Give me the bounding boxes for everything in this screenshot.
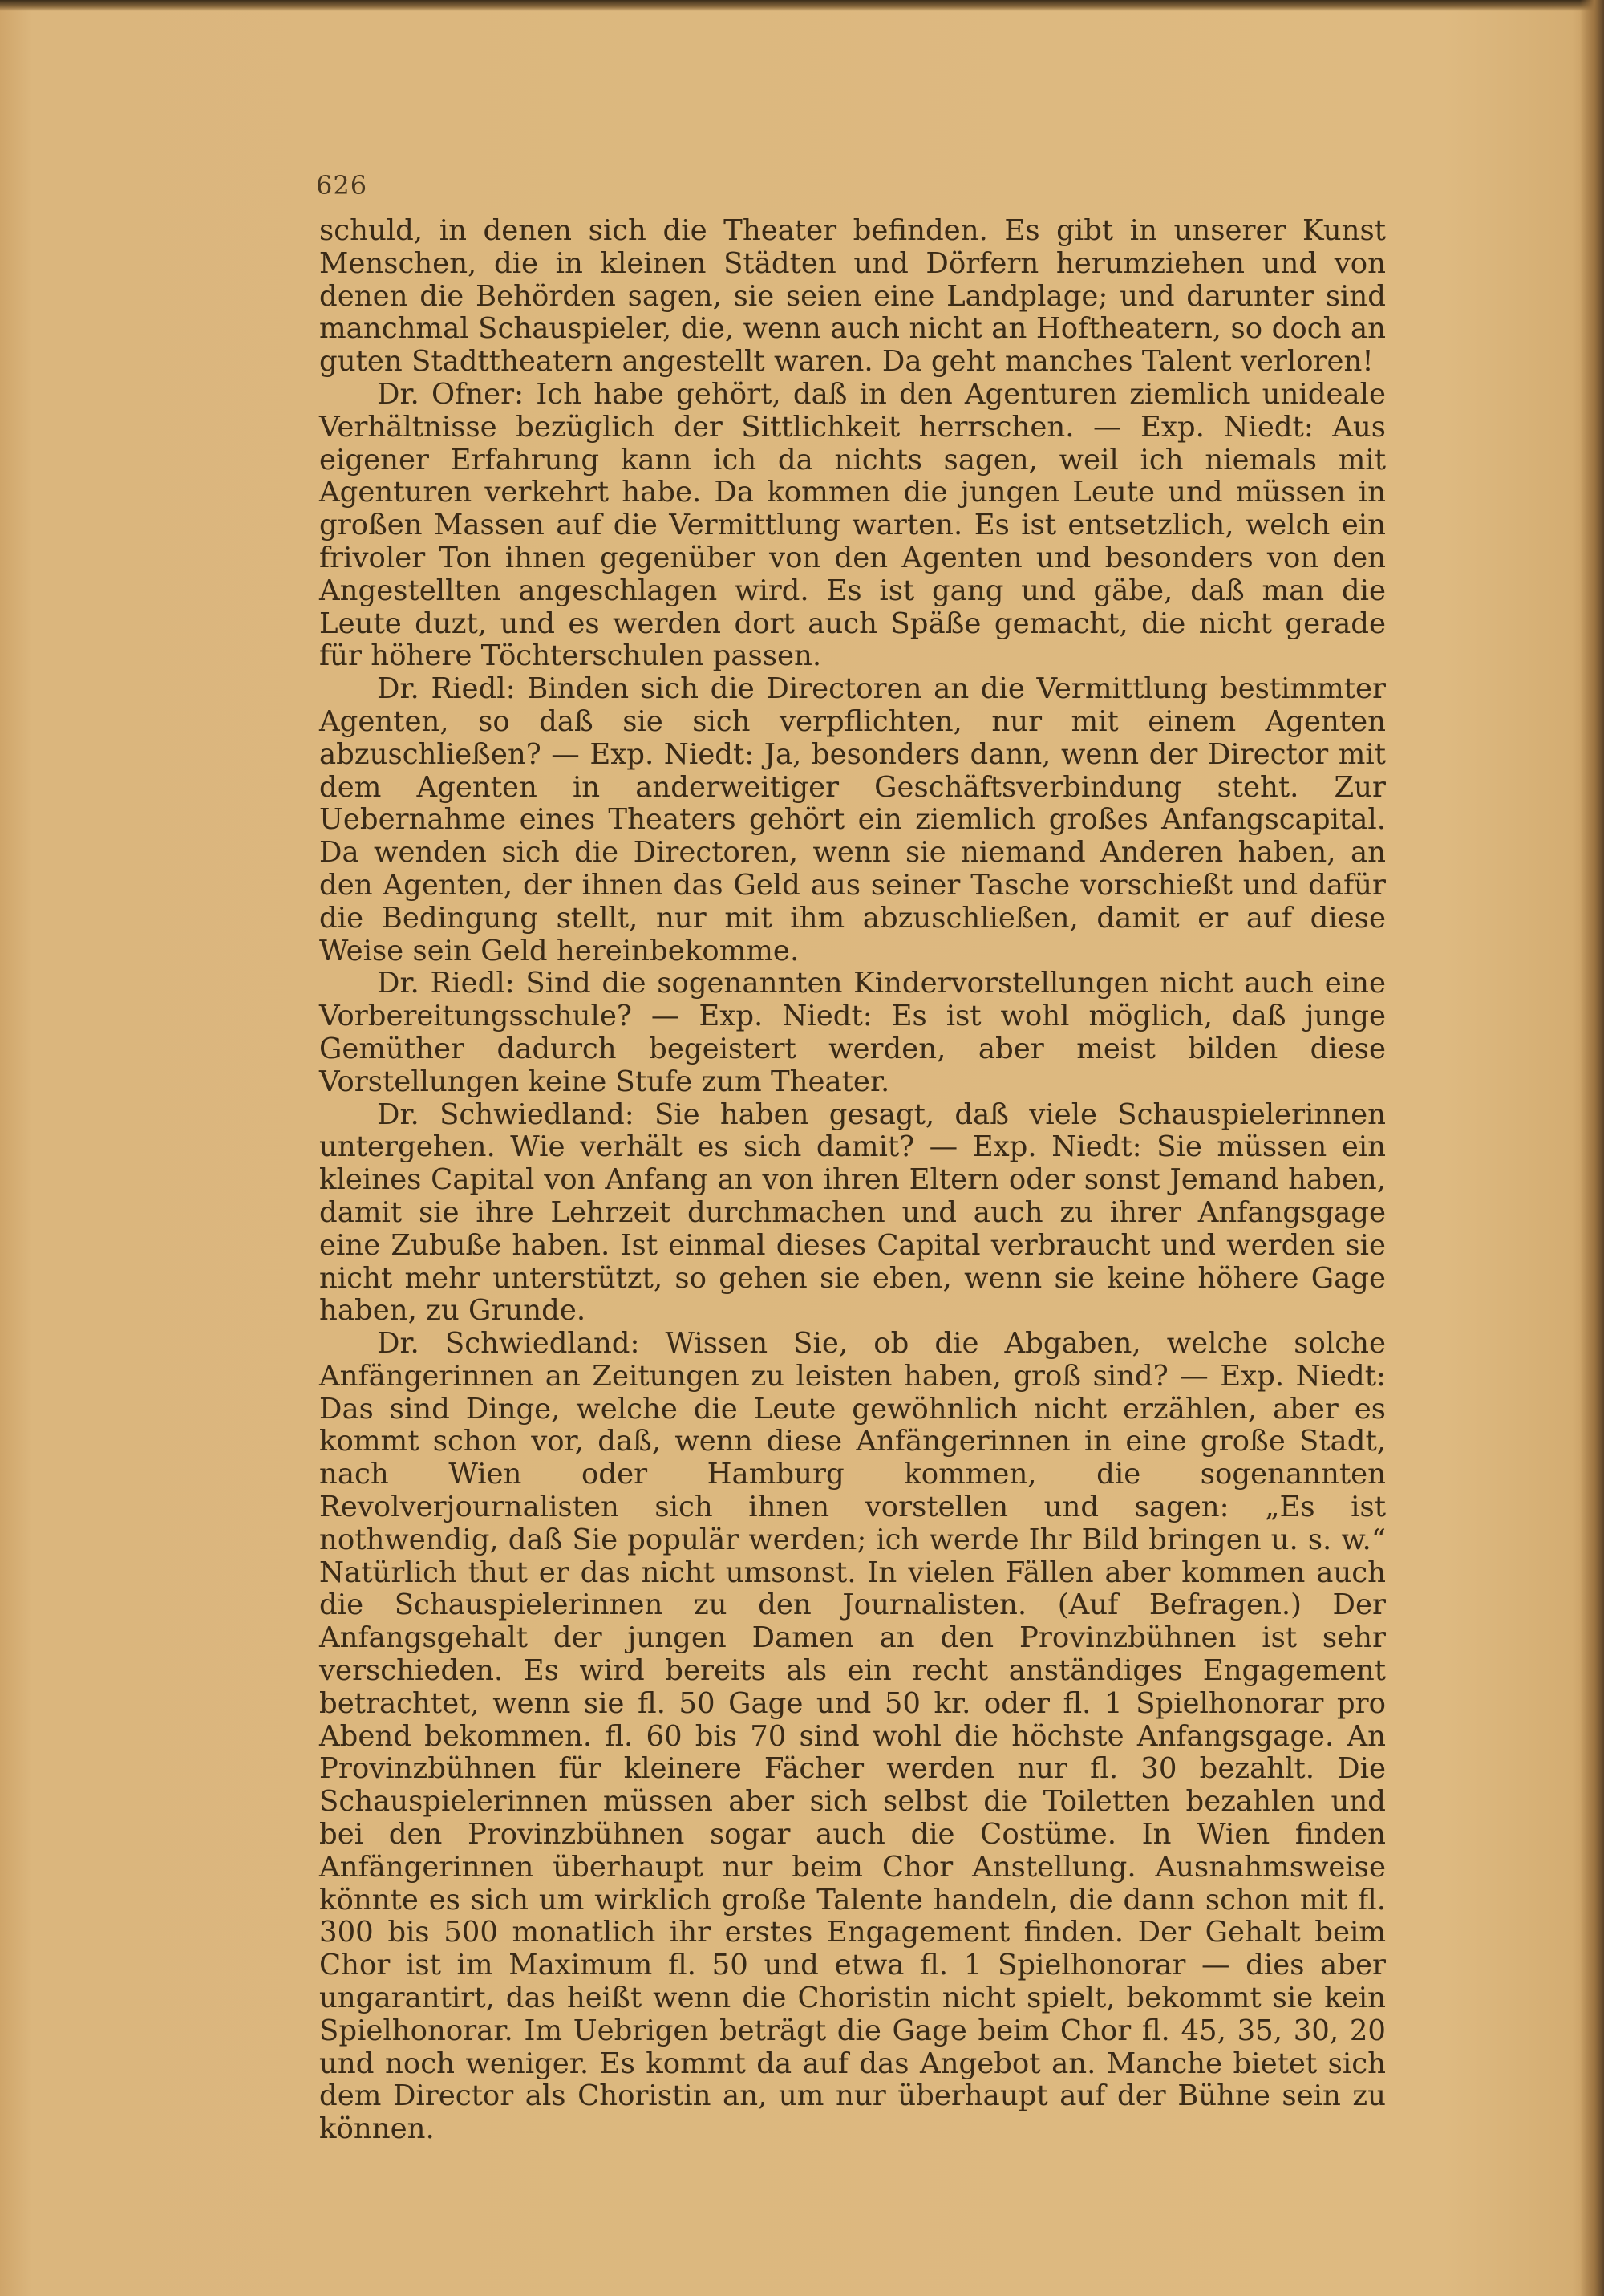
body-text [319, 215, 1386, 2146]
paragraph: Dr. Ofner: Ich habe gehört, daß in den Agenturen ziemlich unideale Verhältnisse bezüglich der Sittlichkeit herrschen. — Exp. Niedt: Aus eigener Erfahrung kann ich da nichts sagen, weil ich niemals mit Agenturen verkehrt habe. Da kommen die jungen Leute und müssen in großen Massen auf die Vermittlung warten. Es ist entsetzlich, welch ein frivoler Ton ihnen gegenüber von den Agenten und besonders von den Angestellten angeschlagen wird. Es ist gang und gäbe, daß man die Leute duzt, und es werden dort auch Späße gemacht, die nicht gerade für höhere Töchterschulen passen. [319, 377, 1386, 673]
page-top-edge [0, 0, 1604, 11]
paragraph: Dr. Riedl: Sind die sogenannten Kindervorstellungen nicht auch eine Vorbereitungsschule? — Exp. Niedt: Es ist wohl möglich, daß junge Gemüther dadurch begeistert werden, aber meist bilden diese Vorstellungen keine Stufe zum Theater. [319, 967, 1386, 1098]
paragraph: Dr. Schwiedland: Wissen Sie, ob die Abgaben, welche solche Anfängerinnen an Zeitungen zu leisten haben, groß sind? — Exp. Niedt: Das sind Dinge, welche die Leute gewöhnlich nicht erzählen, aber es kommt schon vor, daß, wenn diese Anfängerinnen in eine große Stadt, nach Wien oder Hamburg kommen, die sogenannten Revolverjournalisten sich ihnen vorstellen und sagen: „Es ist nothwendig, daß Sie populär werden; ich werde Ihr Bild bringen u. s. w.“ Natürlich thut er das nicht umsonst. In vielen Fällen aber kommen auch die Schauspielerinnen zu den Journalisten. (Auf Befragen.) Der Anfangsgehalt der jungen Damen an den Provinzbühnen ist sehr verschieden. Es wird bereits als ein recht anständiges Engagement betrachtet, wenn sie fl. 50 Gage und 50 kr. oder fl. 1 Spielhonorar pro Abend bekommen. fl. 60 bis 70 sind wohl die höchste Anfangsgage. An Provinzbühnen für kleinere Fächer werden nur fl. 30 bezahlt. Die Schauspielerinnen müssen aber sich selbst die Toiletten bezahlen und bei den Provinzbühnen sogar auch die Costüme. In Wien finden Anfängerinnen überhaupt nur beim Chor Anstellung. Ausnahmsweise könnte es sich um wirklich große Talente handeln, die dann schon mit fl. 300 bis 500 monatlich ihr erstes Engagement finden. Der Gehalt beim Chor ist im Maximum fl. 50 und etwa fl. 1 Spielhonorar — dies aber ungarantirt, das heißt wenn die Choristin nicht spielt, bekommt sie kein Spielhonorar. Im Uebrigen beträgt die Gage beim Chor fl. 45, 35, 30, 20 und noch weniger. Es kommt da auf das Angebot an. Manche bietet sich dem Director als Choristin an, um nur überhaupt auf der Bühne sein zu können. [319, 1327, 1386, 2146]
paragraph: Dr. Schwiedland: Sie haben gesagt, daß viele Schauspielerinnen untergehen. Wie verhält es sich damit? — Exp. Niedt: Sie müssen ein kleines Capital von Anfang an von ihren Eltern oder sonst Jemand haben, damit sie ihre Lehrzeit durchmachen und auch zu ihrer Anfangsgage eine Zubuße haben. Ist einmal dieses Capital verbraucht und werden sie nicht mehr unterstützt, so gehen sie eben, wenn sie keine höhere Gage haben, zu Grunde. [319, 1097, 1386, 1328]
paragraph: Dr. Riedl: Binden sich die Directoren an die Vermittlung bestimmter Agenten, so daß sie sich verpflichten, nur mit einem Agenten abzuschließen? — Exp. Niedt: Ja, besonders dann, wenn der Director mit dem Agenten in anderweitiger Geschäftsverbindung steht. Zur Uebernahme eines Theaters gehört ein ziemlich großes Anfangscapital. Da wenden sich die Directoren, wenn sie niemand Anderen haben, an den Agenten, der ihnen das Geld aus seiner Tasche vorschießt und dafür die Bedingung stellt, nur mit ihm abzuschließen, damit er auf diese Weise sein Geld hereinbekomme. [319, 672, 1386, 967]
page-number: 626 [316, 170, 368, 201]
paragraph: schuld, in denen sich die Theater befinden. Es gibt in unserer Kunst Menschen, die in kleinen Städten und Dörfern herumziehen und von denen die Behörden sagen, sie seien eine Landplage; und darunter sind manchmal Schauspieler, die, wenn auch nicht an Hoftheatern, so doch an guten Stadttheatern angestellt waren. Da geht manches Talent verloren! [319, 214, 1386, 379]
page-right-edge [1580, 0, 1604, 2296]
